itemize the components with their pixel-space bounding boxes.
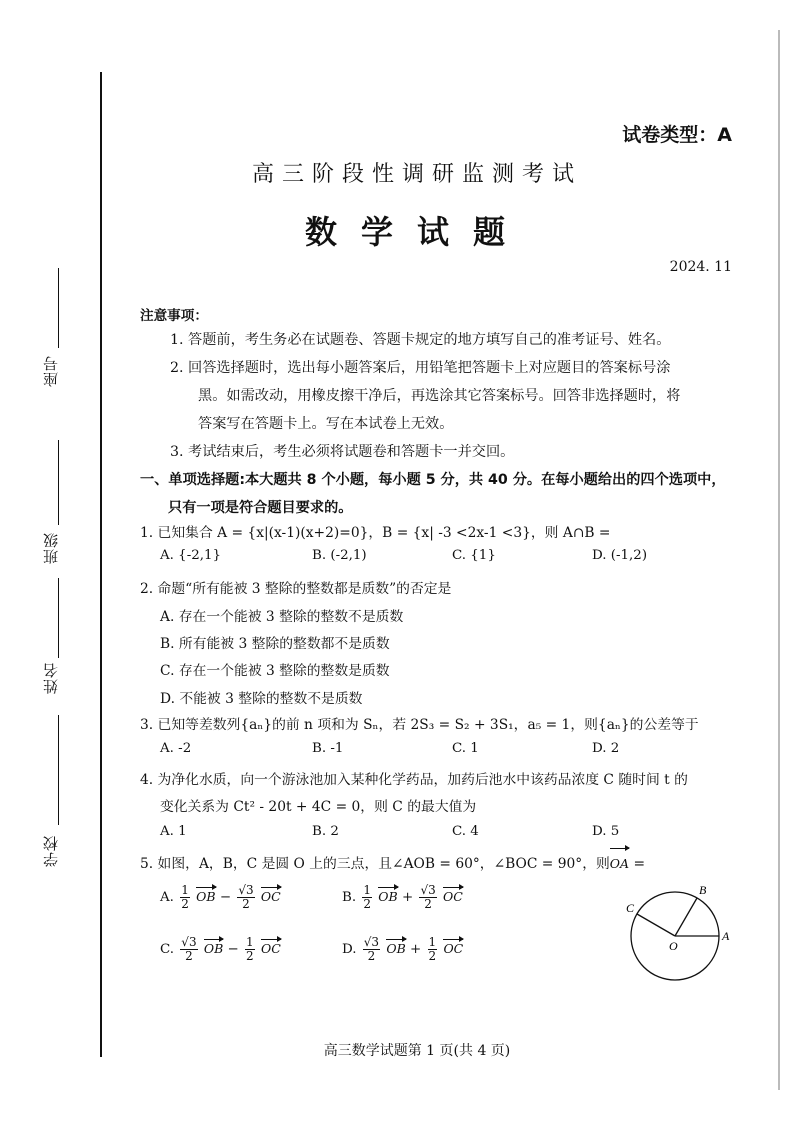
q4-option-c[interactable]: C. 4 bbox=[452, 824, 479, 839]
class-blank[interactable] bbox=[58, 440, 59, 525]
q1-options bbox=[160, 548, 740, 574]
label-o: O bbox=[669, 939, 678, 953]
notice-heading: 注意事项： bbox=[140, 308, 208, 324]
notice-item-2-cont: 黑。如需改动，用橡皮擦干净后，再选涂其它答案标号。回答非选择题时，将 bbox=[198, 388, 681, 404]
q2-option-c[interactable]: C. 存在一个能被 3 整除的整数是质数 bbox=[160, 663, 390, 679]
subject-title: 数学试题 bbox=[304, 213, 529, 251]
radius-oc bbox=[637, 914, 675, 936]
label-b: B bbox=[699, 883, 707, 897]
q4-option-b[interactable]: B. 2 bbox=[312, 824, 339, 839]
q2-option-b[interactable]: B. 所有能被 3 整除的整数都不是质数 bbox=[160, 636, 390, 652]
q5-d-vec-oc: OC bbox=[443, 941, 464, 956]
class-label: 班级 bbox=[42, 532, 60, 564]
q5-target-vector: OA bbox=[610, 850, 629, 878]
paper-type: 试卷类型：A bbox=[622, 124, 732, 146]
q5-a-op: − bbox=[219, 890, 232, 905]
q1-stem: 1. 已知集合 A = {x|(x-1)(x+2)=0}，B = {x| -3 <2x-1 <3}，则 A∩B = bbox=[140, 525, 611, 541]
q5-option-a[interactable] bbox=[160, 884, 281, 911]
q2-stem: 2. 命题“所有能被 3 整除的整数都是质数”的否定是 bbox=[140, 581, 452, 597]
q5-c-vec-ob: OB bbox=[203, 941, 224, 956]
q5-d-vec-ob: OB bbox=[386, 941, 406, 956]
q5-option-b[interactable] bbox=[342, 884, 463, 911]
q5-a-vec-oc: OC bbox=[260, 889, 281, 904]
q1-option-d[interactable]: D. (-1,2) bbox=[592, 548, 648, 563]
q5-equals: = bbox=[629, 856, 646, 872]
q5-d-frac-1: $\frac{√3}{2}$ bbox=[363, 935, 380, 963]
q5-c-frac-2: $\frac{1}{2}$ bbox=[246, 935, 254, 963]
exam-date: 2024. 11 bbox=[669, 259, 732, 275]
notice-item-3: 3. 考试结束后，考生必须将试题卷和答题卡一并交回。 bbox=[170, 444, 515, 460]
q5-a-frac-2: $\frac{√3}{2}$ bbox=[238, 883, 254, 911]
q5-option-d[interactable] bbox=[342, 936, 463, 963]
q5-option-d-letter: D. bbox=[342, 942, 357, 957]
seat-blank[interactable] bbox=[58, 268, 59, 348]
q1-option-b[interactable]: B. (-2,1) bbox=[312, 548, 367, 563]
school-blank[interactable] bbox=[58, 715, 59, 825]
q3-option-d[interactable]: D. 2 bbox=[592, 741, 620, 756]
q3-stem: 3. 已知等差数列{aₙ}的前 n 项和为 Sₙ，若 2S₃ = S₂ + 3S₁，a₅ = 1，则{aₙ}的公差等于 bbox=[140, 717, 699, 733]
notice-item-1: 1. 答题前，考生务必在试题卷、答题卡规定的地方填写自己的准考证号、姓名。 bbox=[170, 332, 671, 348]
q5-stem-text: 5. 如图，A，B，C 是圆 O 上的三点，且∠AOB = 60°，∠BOC = 90°，则 bbox=[140, 856, 610, 872]
q2-option-d[interactable]: D. 不能被 3 整除的整数不是质数 bbox=[160, 691, 363, 707]
q5-option-c[interactable] bbox=[160, 936, 281, 963]
q5-b-frac-1: $\frac{1}{2}$ bbox=[363, 883, 372, 911]
q3-option-b[interactable]: B. -1 bbox=[312, 741, 344, 756]
school-label: 学校 bbox=[42, 835, 60, 867]
q1-option-c[interactable]: C. {1} bbox=[452, 548, 496, 563]
q5-b-frac-2: $\frac{√3}{2}$ bbox=[420, 883, 436, 911]
label-c: C bbox=[626, 901, 635, 915]
q5-c-op: − bbox=[227, 942, 239, 957]
q4-stem-1: 4. 为净化水质，向一个游泳池加入某种化学药品，加药后池水中该药品浓度 C 随时间 t 的 bbox=[140, 772, 688, 788]
section-line-2: 只有一项是符合题目要求的。 bbox=[168, 500, 353, 516]
name-label: 姓名 bbox=[42, 662, 60, 694]
label-a: A bbox=[722, 929, 730, 943]
notice-item-2-cont2: 答案写在答题卡上。写在本试卷上无效。 bbox=[198, 416, 454, 432]
q5-c-vec-oc: OC bbox=[260, 941, 281, 956]
q5-b-op: + bbox=[401, 890, 414, 905]
page-edge bbox=[778, 30, 780, 1090]
page-footer: 高三数学试题第 1 页(共 4 页) bbox=[323, 1043, 511, 1059]
q5-option-b-letter: B. bbox=[342, 890, 357, 905]
notice-item-2: 2. 回答选择题时，选出每小题答案后，用铅笔把答题卡上对应题目的答案标号涂 bbox=[170, 360, 671, 376]
q4-stem-2: 变化关系为 Ct² - 20t + 4C = 0，则 C 的最大值为 bbox=[160, 799, 477, 815]
section-line-1: 一、单项选择题:本大题共 8 个小题，每小题 5 分，共 40 分。在每小题给出的四个选项中， bbox=[140, 472, 726, 488]
q5-circle-figure bbox=[618, 876, 748, 996]
name-blank[interactable] bbox=[58, 578, 59, 658]
q3-option-c[interactable]: C. 1 bbox=[452, 741, 479, 756]
q5-c-frac-1: $\frac{√3}{2}$ bbox=[181, 935, 197, 963]
section-heading bbox=[140, 466, 745, 522]
q5-option-a-letter: A. bbox=[160, 890, 174, 905]
exam-title: 高三阶段性调研监测考试 bbox=[251, 162, 582, 187]
q2-option-a[interactable]: A. 存在一个能被 3 整除的整数不是质数 bbox=[160, 609, 404, 625]
q1-option-a[interactable]: A. {-2,1} bbox=[160, 548, 222, 563]
q4-options bbox=[160, 824, 740, 850]
q4-option-a[interactable]: A. 1 bbox=[160, 824, 187, 839]
q3-option-a[interactable]: A. -2 bbox=[160, 741, 192, 756]
q5-option-c-letter: C. bbox=[160, 942, 175, 957]
q5-d-frac-2: $\frac{1}{2}$ bbox=[428, 935, 437, 963]
q5-b-vec-ob: OB bbox=[378, 889, 398, 904]
q5-a-vec-ob: OB bbox=[196, 889, 216, 904]
q4-option-d[interactable]: D. 5 bbox=[592, 824, 620, 839]
q3-options bbox=[160, 741, 740, 767]
radius-ob bbox=[675, 898, 697, 936]
q5-a-frac-1: $\frac{1}{2}$ bbox=[181, 883, 189, 911]
q5-stem bbox=[140, 850, 700, 879]
q5-d-op: + bbox=[410, 942, 422, 957]
seat-label: 座号 bbox=[42, 355, 60, 387]
q5-b-vec-oc: OC bbox=[443, 889, 463, 904]
